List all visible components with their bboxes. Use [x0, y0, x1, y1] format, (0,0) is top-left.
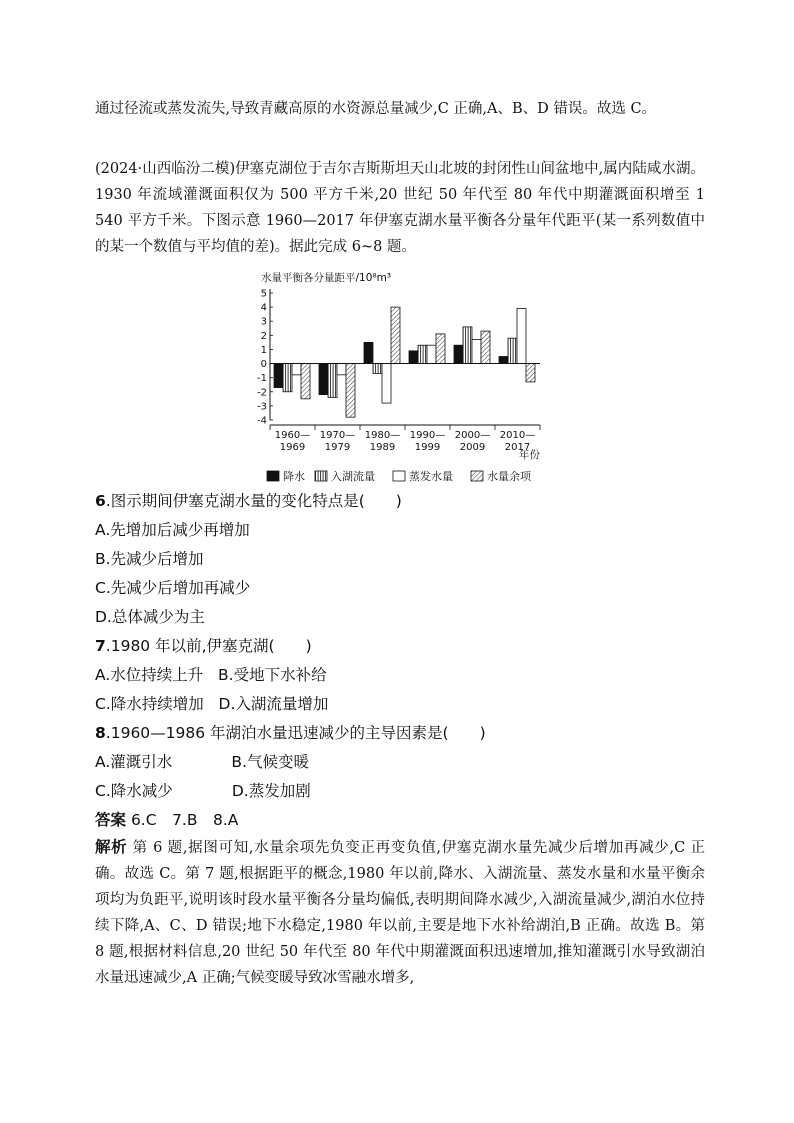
bar-蒸发水量: [472, 340, 481, 364]
bar-水量余项: [481, 331, 490, 363]
legend-label: 入湖流量: [331, 470, 375, 483]
option-row: C.降水持续增加 D.入湖流量增加: [95, 695, 329, 713]
question-stem: .1980 年以前,伊塞克湖( ): [105, 637, 312, 655]
legend-label: 蒸发水量: [409, 470, 453, 483]
option-row: B.先减少后增加: [95, 550, 204, 568]
x-tick-label: 2000—: [454, 430, 491, 441]
x-tick-label: 2009: [459, 442, 486, 453]
bar-蒸发水量: [337, 364, 346, 375]
question-stem: .图示期间伊塞克湖水量的变化特点是( ): [105, 492, 402, 510]
legend-swatch-水量余项: [471, 471, 483, 481]
x-tick-label: 1969: [279, 442, 306, 453]
option-row: A.水位持续上升 B.受地下水补给: [95, 666, 327, 684]
x-tick-label: 1989: [369, 442, 396, 453]
bar-入湖流量: [283, 364, 292, 392]
bar-水量余项: [391, 307, 400, 363]
bar-水量余项: [346, 364, 355, 418]
bar-蒸发水量: [427, 345, 436, 363]
y-axis-label: 水量平衡各分量距平/10⁸m³: [261, 272, 392, 284]
x-tick-label: 1960—: [274, 430, 311, 441]
option-row: D.总体减少为主: [95, 608, 205, 626]
y-tick-label: -1: [257, 373, 267, 385]
legend-swatch-蒸发水量: [393, 471, 405, 481]
material-paragraph: (2024·山西临汾二模)伊塞克湖位于吉尔吉斯斯坦天山北坡的封闭性山间盆地中,属内陆咸水湖。1930 年流域灌溉面积仅为 500 平方千米,20 世纪 50 年代至 80 年代中期灌溉面积增至 1 540 平方千米。下图示意 1960—2017 年伊塞克湖水量平衡各分量年代距平(某一系列数值中的某一个数值与平均值的差)。据此完成 6~8 题。: [95, 161, 705, 255]
legend-label: 水量余项: [487, 470, 531, 483]
x-tick-label: 1990—: [409, 430, 446, 441]
y-tick-label: 2: [260, 330, 267, 342]
x-tick-label: 1999: [414, 442, 441, 453]
y-tick-label: -3: [257, 401, 267, 413]
y-tick-label: 5: [260, 288, 267, 300]
intro-continuation: 通过径流或蒸发流失,导致青藏高原的水资源总量减少,C 正确,A、B、D 错误。故选 C。: [95, 101, 657, 117]
bar-蒸发水量: [382, 364, 391, 404]
x-axis-label: 年份: [519, 449, 540, 461]
x-tick-label: 2010—: [499, 430, 536, 441]
bar-入湖流量: [328, 364, 337, 398]
questions-block: [95, 487, 705, 835]
question-number: 8: [95, 724, 106, 742]
x-tick-label: 2017: [504, 442, 531, 453]
bar-降水: [499, 357, 508, 364]
bar-蒸发水量: [517, 309, 526, 364]
bar-入湖流量: [508, 338, 517, 363]
option-row: C.先减少后增加再减少: [95, 579, 251, 597]
bar-降水: [454, 345, 463, 363]
x-tick-label: 1979: [324, 442, 351, 453]
bar-降水: [364, 342, 373, 363]
bar-降水: [409, 351, 418, 364]
y-tick-label: -2: [257, 387, 267, 399]
bar-降水: [274, 364, 283, 388]
question-7: [95, 632, 705, 719]
answer-label: 答案: [95, 811, 127, 829]
question-8: [95, 719, 705, 806]
analysis-paragraph: [95, 834, 705, 991]
question-number: 6: [95, 492, 106, 510]
bar-入湖流量: [373, 364, 382, 374]
question-number: 7: [95, 637, 106, 655]
legend-swatch-入湖流量: [315, 471, 327, 481]
y-tick-label: 3: [260, 316, 267, 328]
analysis-label: 解析: [95, 838, 128, 856]
question-6: [95, 487, 705, 632]
bar-水量余项: [301, 364, 310, 399]
bar-入湖流量: [418, 345, 427, 363]
bar-降水: [319, 364, 328, 395]
y-tick-label: 1: [260, 344, 267, 356]
bar-水量余项: [526, 364, 535, 382]
x-tick-label: 1980—: [364, 430, 401, 441]
option-row: A.灌溉引水 B.气候变暖: [95, 753, 309, 771]
y-tick-label: 0: [260, 359, 267, 371]
water-balance-chart: [255, 267, 555, 489]
bar-入湖流量: [463, 327, 472, 364]
bar-水量余项: [436, 334, 445, 364]
analysis-text: 第 6 题,据图可知,水量余项先负变正再变负值,伊塞克湖水量先减少后增加再减少,C 正确。故选 C。第 7 题,根据距平的概念,1980 年以前,降水、入湖流量、蒸发水量和水量平衡余项均为负距平,说明该时段水量平衡各分量均偏低,表明期间降水减少,入湖流量减少,湖泊水位持续下降,A、C、D 错误;地下水稳定,1980 年以前,主要是地下水补给湖泊,B 正确。故选 B。第 8 题,根据材料信息,20 世纪 50 年代至 80 年代中期灌溉面积迅速增加,推知灌溉引水导致湖泊水量迅速减少,A 正确;气候变暖导致冰雪融水增多,: [95, 840, 705, 986]
answer-text: 6.C 7.B 8.A: [126, 811, 239, 829]
y-tick-label: -4: [257, 415, 267, 427]
option-row: C.降水减少 D.蒸发加剧: [95, 782, 311, 800]
legend-label: 降水: [283, 470, 305, 483]
bar-蒸发水量: [292, 364, 301, 375]
y-tick-label: 4: [260, 302, 267, 314]
x-tick-label: 1970—: [319, 430, 356, 441]
answer-line: [95, 806, 705, 835]
option-row: A.先增加后减少再增加: [95, 521, 250, 539]
legend-swatch-降水: [267, 471, 279, 481]
question-stem: .1960—1986 年湖泊水量迅速减少的主导因素是( ): [105, 724, 486, 742]
